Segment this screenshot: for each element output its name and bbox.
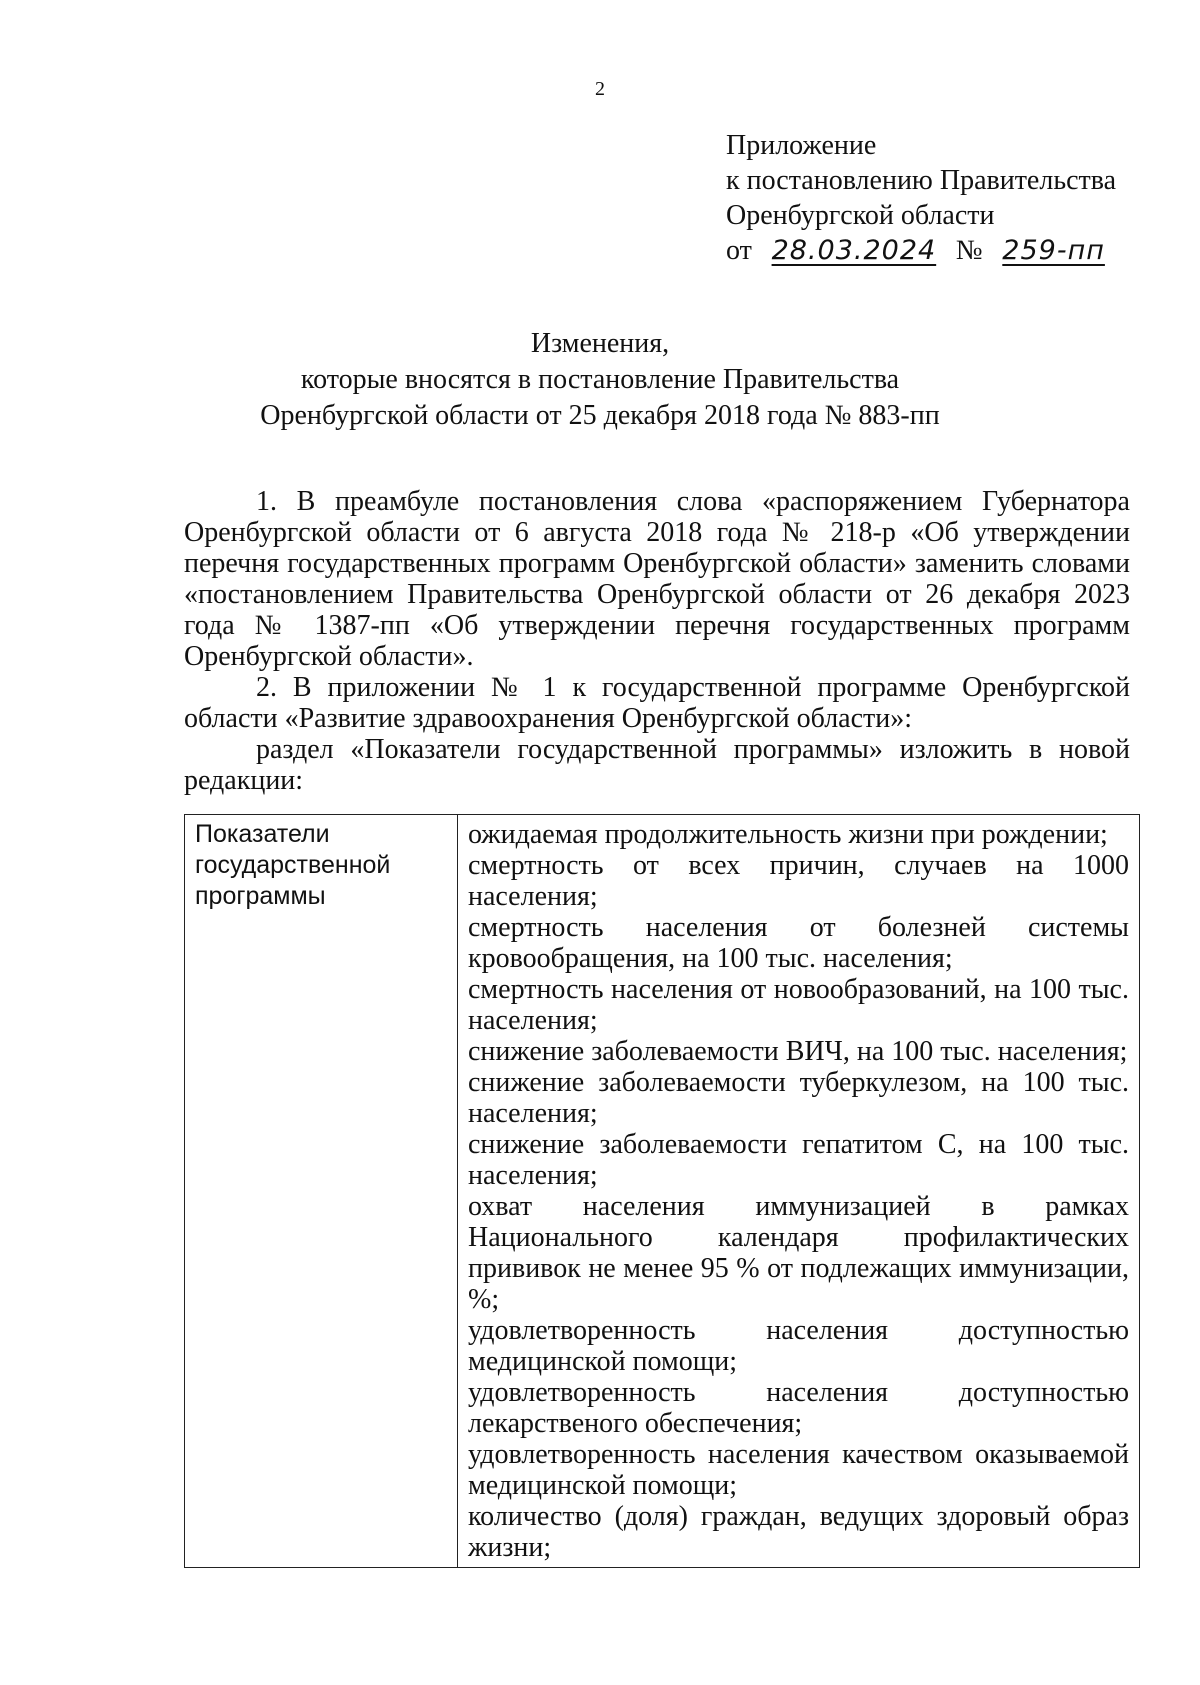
body-text [184, 486, 1130, 794]
indicator-item: удовлетворенность населения доступностью лекарственого обеспечения; [468, 1377, 1129, 1439]
indicators-list-cell [458, 815, 1140, 1568]
indicator-item: удовлетворенность населения доступностью медицинской помощи; [468, 1315, 1129, 1377]
approval-line-2: к постановлению Правительства [726, 165, 1117, 196]
table-row [185, 815, 1140, 1568]
indicator-item: снижение заболеваемости ВИЧ, на 100 тыс. населения; [468, 1036, 1128, 1067]
indicator-item: смертность населения от болезней системы кровообращения, на 100 тыс. населения; [468, 912, 1129, 974]
indicator-item: смертность населения от новообразований, на 100 тыс. населения; [468, 974, 1129, 1036]
indicator-item: удовлетворенность населения качеством оказываемой медицинской помощи; [468, 1439, 1129, 1501]
title-line-1: Изменения, [530, 328, 670, 359]
approval-date-line [726, 233, 1166, 268]
handwritten-number: 259-пп [1002, 235, 1105, 266]
indicators-label-cell: Показатели государственной программы [185, 815, 458, 1568]
paragraph-2: 2. В приложении № 1 к государственной программе Оренбургской области «Развитие здравоохранения Оренбургской области»: [184, 672, 1130, 734]
approval-block [726, 128, 1166, 268]
approval-line-3: Оренбургской области [726, 200, 995, 231]
handwritten-date: 28.03.2024 [771, 235, 937, 266]
title-line-3: Оренбургской области от 25 декабря 2018 года № 883-пп [260, 400, 940, 431]
document-title [0, 326, 1200, 434]
indicator-item: снижение заболеваемости гепатитом С, на 100 тыс. населения; [468, 1129, 1129, 1191]
indicator-item: количество (доля) граждан, ведущих здоровый образ жизни; [468, 1501, 1129, 1563]
indicator-item: снижение заболеваемости туберкулезом, на 100 тыс. населения; [468, 1067, 1129, 1129]
paragraph-3: раздел «Показатели государственной программы» изложить в новой редакции: [184, 734, 1130, 796]
approval-line-1: Приложение [726, 130, 877, 161]
indicator-item: смертность от всех причин, случаев на 1000 населения; [468, 850, 1129, 912]
page-number: 2 [595, 78, 605, 100]
paragraph-1: 1. В преамбуле постановления слова «распоряжением Губернатора Оренбургской области от 6 августа 2018 года № 218-р «Об утверждении перечня государственных программ Оренбургской области» заменить словами «постановлением Правительства Оренбургской области от 26 декабря 2023 года № 1387-пп «Об утверждении перечня государственных программ Оренбургской области». [184, 486, 1130, 672]
indicator-item: охват населения иммунизацией в рамках Национального календаря профилактических прививок не менее 95 % от подлежащих иммунизации, %; [468, 1191, 1129, 1315]
from-label: от [726, 235, 752, 266]
indicators-table [184, 814, 1140, 1568]
indicator-item: ожидаемая продолжительность жизни при рождении; [468, 819, 1108, 850]
number-label: № [955, 235, 983, 266]
title-line-2: которые вносятся в постановление Правительства [300, 364, 900, 395]
